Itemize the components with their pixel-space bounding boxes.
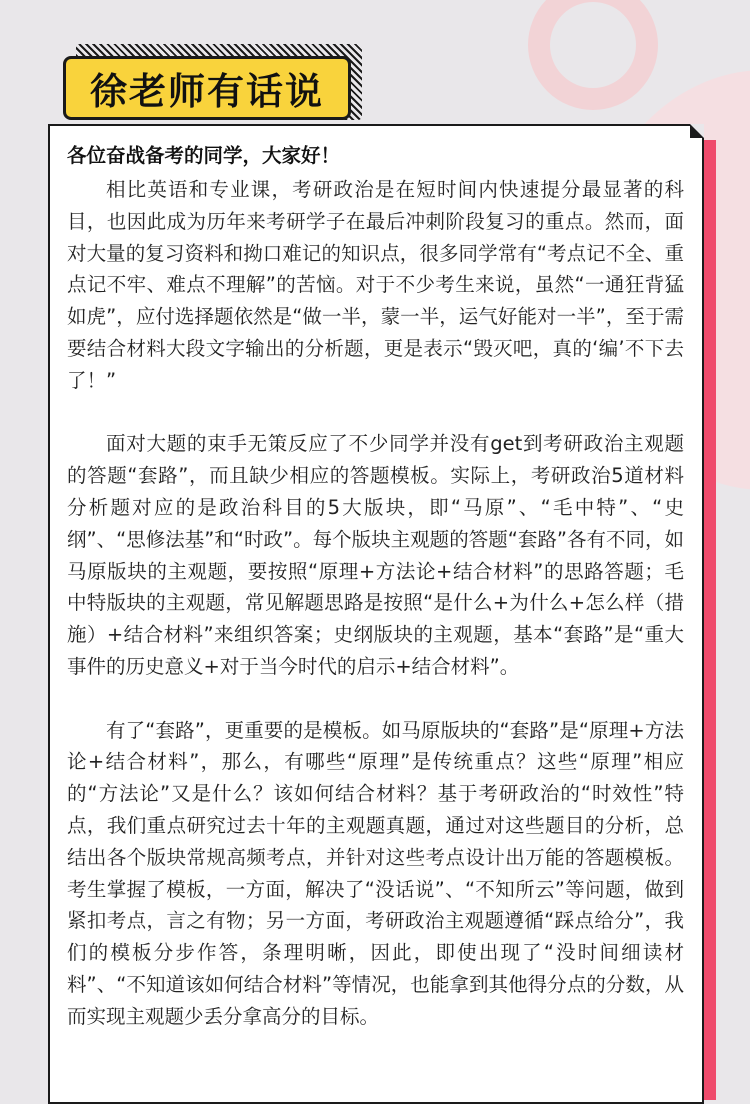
page-fold-corner: [690, 124, 704, 138]
page-title: 徐老师有话说: [90, 70, 324, 113]
title-badge: [63, 56, 351, 120]
letter-paragraph: 有了“套路”，更重要的是模板。如马原版块的“套路”是“原理+方法论+结合材料”，那么，有哪些“原理”是传统重点？这些“原理”相应的“方法论”又是什么？该如何结合材料？基于考研政治的“时效性”特点，我们重点研究过去十年的主观题真题，通过对这些题目的分析，总结出各个版块常规高频考点，并针对这些考点设计出万能的答题模板。考生掌握了模板，一方面，解决了“没话说”、“不知所云”等问题，做到紧扣考点，言之有物；另一方面，考研政治主观题遵循“踩点给分”，我们的模板分步作答，条理明晰，因此，即使出现了“没时间细读材料”、“不知道该如何结合材料”等情况，也能拿到其他得分点的分数，从而实现主观题少丢分拿高分的目标。: [67, 718, 684, 1028]
letter-card: [48, 124, 704, 1104]
decorative-ring: [528, 0, 658, 110]
letter-paragraph: 相比英语和专业课，考研政治是在短时间内快速提分最显著的科目，也因此成为历年来考研学子在最后冲刺阶段复习的重点。然而，面对大量的复习资料和拗口难记的知识点，很多同学常有“考点记不全、重点记不牢、难点不理解”的苦恼。对于不少考生来说，虽然“一通狂背猛如虎”，应付选择题依然是“做一半，蒙一半，运气好能对一半”，至于需要结合材料大段文字输出的分析题，更是表示“毁灭吧，真的‘编’不下去了！”: [67, 178, 684, 392]
letter-greeting: 各位奋战备考的同学，大家好！: [67, 144, 341, 167]
letter-paragraph: 面对大题的束手无策反应了不少同学并没有get到考研政治主观题的答题“套路”，而且缺少相应的答题模板。实际上，考研政治5道材料分析题对应的是政治科目的5大版块，即“马原”、“毛中特”、“史纲”、“思修法基”和“时政”。每个版块主观题的答题“套路”各有不同，如马原版块的主观题，要按照“原理+方法论+结合材料”的思路答题；毛中特版块的主观题，常见解题思路是按照“是什么+为什么+怎么样（措施）+结合材料”来组织答案；史纲版块的主观题，基本“套路”是“重大事件的历史意义+对于当今时代的启示+结合材料”。: [67, 432, 684, 678]
pink-side-bar: [702, 140, 716, 1100]
